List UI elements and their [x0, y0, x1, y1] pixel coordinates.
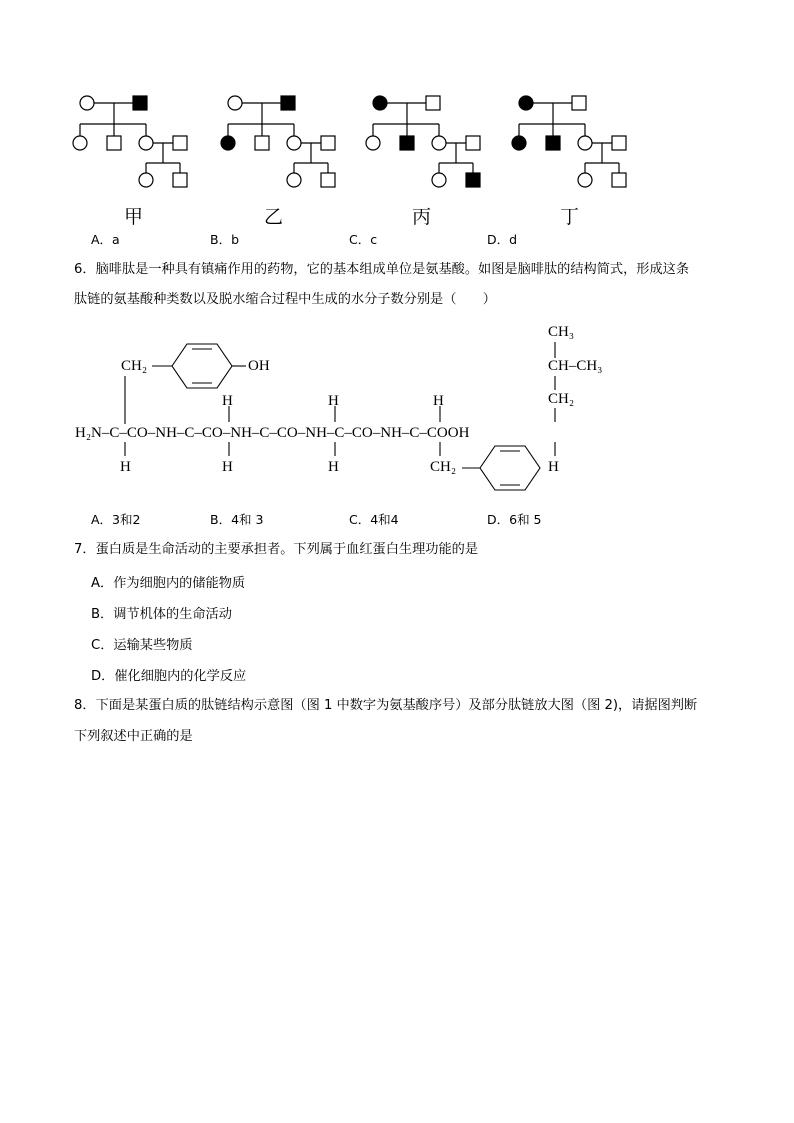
enkephalin-structure — [60, 318, 660, 500]
tyr-h-bottom: H — [120, 459, 131, 475]
q7-stem: 7．蛋白质是生命活动的主要承担者。下列属于血红蛋白生理功能的是 — [74, 542, 479, 557]
q6-option-b: B．4和 3 — [210, 512, 264, 527]
oh-label: OH — [248, 358, 270, 374]
tyr-ch2-label: CH₂ — [121, 358, 148, 374]
q7-option-d: D．催化细胞内的化学反应 — [91, 669, 247, 684]
q7-option-b: B．调节机体的生命活动 — [91, 607, 232, 622]
q6-stem-line2: 肽链的氨基酸种类数以及脱水缩合过程中生成的水分子数分别是（ ） — [74, 292, 496, 307]
q5-option-b: B．b — [210, 232, 240, 247]
leu-ch3-label: CH₃ — [548, 324, 575, 340]
pedigree-diagrams — [60, 90, 640, 200]
leu-ch-ch3-label: CH–CH₃ — [548, 358, 603, 374]
pedigree-label-ding: 丁 — [560, 206, 580, 228]
q7-option-a: A．作为细胞内的储能物质 — [91, 576, 246, 591]
gly2-h-bottom: H — [328, 459, 339, 475]
q6-stem-line1: 6．脑啡肽是一种具有镇痛作用的药物，它的基本组成单位是氨基酸。如图是脑啡肽的结构简式，形成这条 — [74, 262, 690, 277]
q6-option-c: C．4和4 — [349, 512, 399, 527]
q5-option-d: D．d — [487, 232, 518, 247]
pedigree-bing — [366, 96, 480, 187]
pedigree-label-yi: 乙 — [264, 206, 284, 228]
leu-h-bottom: H — [548, 459, 559, 475]
pedigree-label-jia: 甲 — [124, 206, 144, 228]
gly1-h-top: H — [222, 393, 233, 409]
pedigree-label-bing: 丙 — [412, 206, 432, 228]
q5-option-c: C．c — [349, 232, 378, 247]
pedigree-yi — [221, 96, 335, 187]
leu-ch2-label: CH₂ — [548, 391, 575, 407]
pedigree-ding — [512, 96, 626, 187]
phe-ch2-label: CH₂ — [430, 459, 457, 475]
q8-stem-line2: 下列叙述中正确的是 — [74, 729, 193, 744]
gly2-h-top: H — [328, 393, 339, 409]
q8-stem-line1: 8．下面是某蛋白质的肽链结构示意图（图 1 中数字为氨基酸序号）及部分肽链放大图（图 2)，请据图判断 — [74, 698, 698, 713]
pedigree-jia — [73, 96, 187, 187]
q6-option-d: D．6和 5 — [487, 512, 542, 527]
phe-h-top: H — [433, 393, 444, 409]
gly1-h-bottom: H — [222, 459, 233, 475]
peptide-main-chain: H₂N–C–CO–NH–C–CO–NH–C–CO–NH–C–CO–NH–C–COOH — [75, 425, 470, 441]
q5-option-a: A．a — [91, 232, 120, 247]
q6-option-a: A．3和2 — [91, 512, 141, 527]
q7-option-c: C．运输某些物质 — [91, 638, 193, 653]
